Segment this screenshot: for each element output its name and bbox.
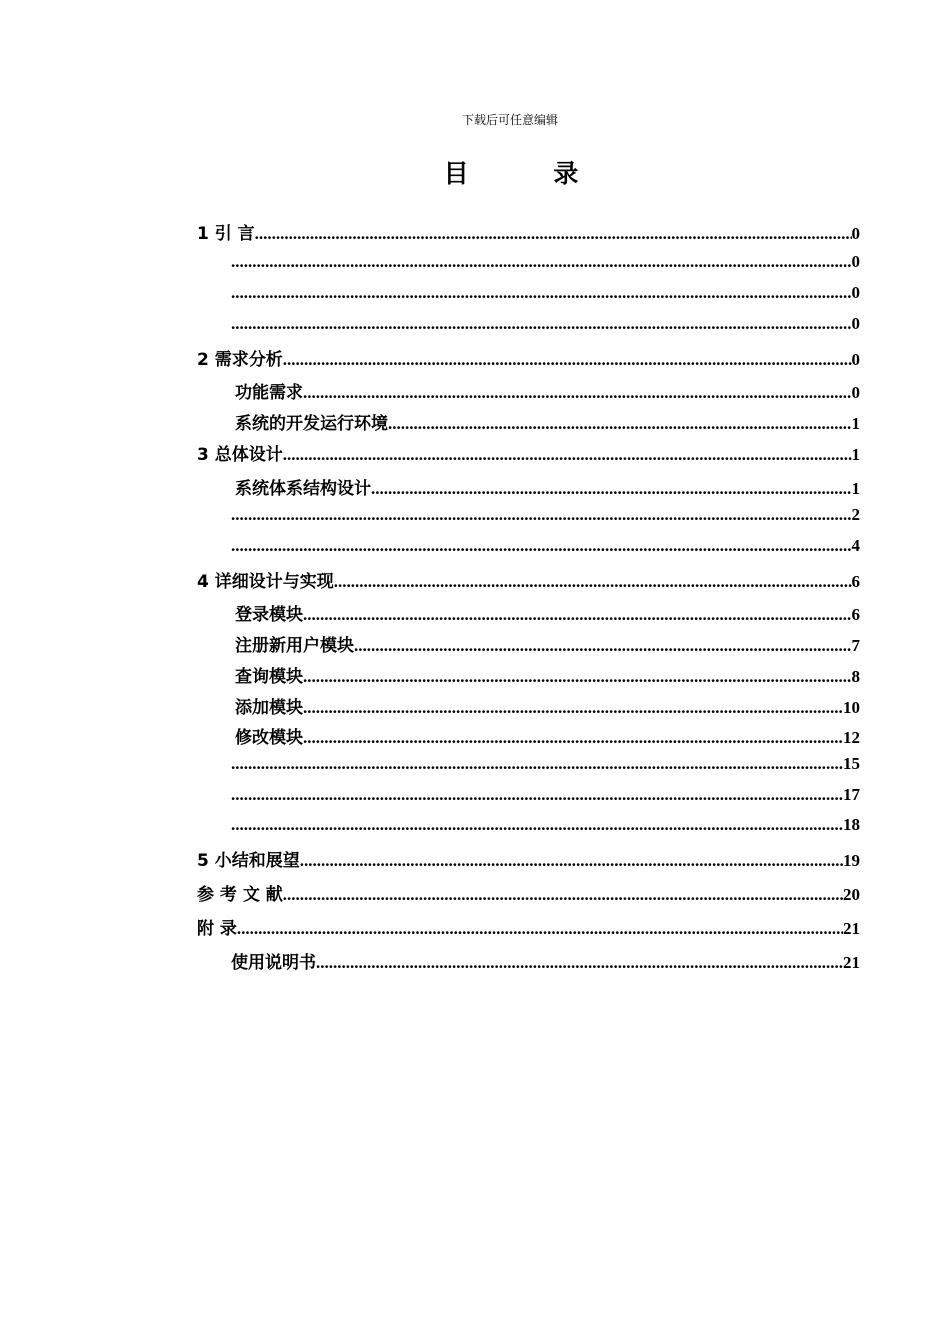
toc-entry-page: 0 [851,252,860,271]
toc-entry[interactable] [231,505,860,527]
toc-leader-dots [300,851,843,871]
toc-leader-dots [283,350,852,370]
toc-leader-dots [231,505,852,525]
toc-entry-label: 功能需求 [235,383,303,403]
toc-entry[interactable] [235,409,860,434]
toc-entry-page: 0 [851,350,860,369]
toc-entry-page: 0 [851,283,860,302]
toc-entry-label: 查询模块 [235,667,303,687]
toc-entry[interactable] [235,378,860,403]
toc-entry[interactable] [197,440,860,465]
toc-entry-page: 1 [851,445,860,464]
toc-leader-dots [354,636,852,656]
toc-entry-page: 6 [851,605,860,624]
toc-entry-label: 参 考 文 献 [197,885,283,905]
toc-leader-dots [303,383,852,403]
toc-entry-page: 17 [843,785,860,804]
toc-entry-label: 1 引 言 [197,224,255,244]
toc-entry-label: 修改模块 [235,728,303,748]
toc-entry[interactable] [235,474,860,499]
toc-entry-label: 登录模块 [235,605,303,625]
toc-entry[interactable] [197,345,860,370]
toc-entry-page: 2 [851,505,860,524]
toc-entry[interactable] [197,846,860,871]
toc-leader-dots [231,754,843,774]
toc-entry[interactable] [231,815,860,837]
toc-leader-dots [237,919,843,939]
toc-entry-label: 2 需求分析 [197,350,283,370]
toc-entry-page: 1 [851,414,860,433]
toc-entry-label: 添加模块 [235,698,303,718]
toc-entry-label: 3 总体设计 [197,445,283,465]
toc-entry[interactable] [231,785,860,807]
toc-leader-dots [316,953,843,973]
toc-entry-page: 20 [843,885,860,904]
toc-entry-label: 5 小结和展望 [197,851,300,871]
toc-entry[interactable] [235,723,860,748]
toc-entry[interactable] [235,600,860,625]
toc-leader-dots [283,445,852,465]
toc-entry[interactable] [231,252,860,274]
toc-entry[interactable] [197,219,860,244]
toc-entry[interactable] [197,567,860,592]
toc-entry[interactable] [235,693,860,718]
toc-entry-page: 1 [851,479,860,498]
toc-entry[interactable] [235,662,860,687]
toc-entry-page: 4 [851,536,860,555]
toc-entry[interactable] [231,754,860,776]
toc-title: 目 录 [443,159,617,188]
toc-leader-dots [231,815,843,835]
toc-entry[interactable] [235,631,860,656]
toc-entry-page: 0 [851,314,860,333]
toc-entry[interactable] [231,948,860,973]
toc-entry-page: 19 [843,851,860,870]
toc-entry-page: 0 [851,224,860,243]
toc-entry-label: 系统体系结构设计 [235,479,371,499]
toc-leader-dots [231,314,852,334]
toc-leader-dots [231,283,852,303]
toc-entry-page: 12 [843,728,860,747]
toc-leader-dots [334,572,852,592]
toc-entry-page: 10 [843,698,860,717]
toc-entry[interactable] [231,283,860,305]
toc-leader-dots [388,414,852,434]
toc-entry-label: 使用说明书 [231,953,316,973]
toc-entry-page: 6 [851,572,860,591]
toc-entry-page: 18 [843,815,860,834]
toc-entry[interactable] [197,880,860,905]
toc-leader-dots [303,698,843,718]
toc-entry-label: 注册新用户模块 [235,636,354,656]
toc-entry-page: 21 [843,953,860,972]
toc-leader-dots [303,605,852,625]
toc-entry-label: 4 详细设计与实现 [197,572,334,592]
toc-leader-dots [231,785,843,805]
toc-entry-page: 21 [843,919,860,938]
toc-entry-label: 附 录 [197,919,237,939]
header-note: 下载后可任意编辑 [461,113,558,127]
toc-entry-page: 8 [851,667,860,686]
toc-leader-dots [303,667,852,687]
toc-entry-page: 7 [851,636,860,655]
toc-leader-dots [283,885,843,905]
toc-entry-page: 15 [843,754,860,773]
toc-leader-dots [255,224,852,244]
toc-entry-label: 系统的开发运行环境 [235,414,388,434]
toc-entry[interactable] [231,314,860,336]
toc-leader-dots [303,728,843,748]
toc-entry-page: 0 [851,383,860,402]
toc-leader-dots [231,536,852,556]
toc-entry[interactable] [197,914,860,939]
toc-entry[interactable] [231,536,860,558]
toc-leader-dots [231,252,852,272]
toc-leader-dots [371,479,852,499]
